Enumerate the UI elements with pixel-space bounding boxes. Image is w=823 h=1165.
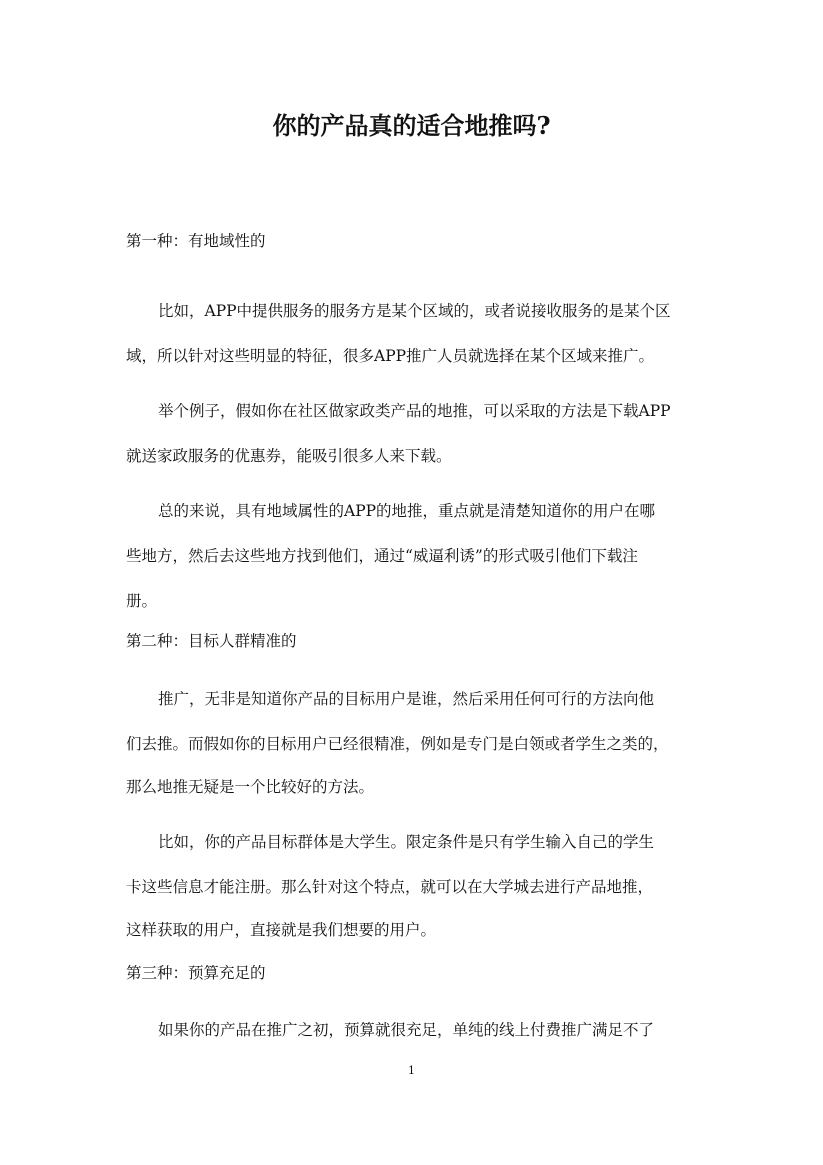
paragraph-line: 那么地推无疑是一个比较好的方法。 <box>126 778 375 796</box>
paragraph-line: 些地方，然后去这些地方找到他们，通过“威逼利诱”的形式吸引他们下载注 <box>126 547 638 565</box>
paragraph-line: 总的来说，具有地域属性的APP的地推，重点就是清楚知道你的用户在哪 <box>158 502 656 520</box>
paragraph-line: 册。 <box>126 592 158 610</box>
paragraph-line: 比如，APP中提供服务的服务方是某个区域的，或者说接收服务的是某个区 <box>158 302 671 320</box>
paragraph-line: 举个例子，假如你在社区做家政类产品的地推，可以采取的方法是下载APP <box>158 402 671 420</box>
paragraph-line: 域，所以针对这些明显的特征，很多APP推广人员就选择在某个区域来推广。 <box>126 347 655 365</box>
paragraph-line: 推广，无非是知道你产品的目标用户是谁，然后采用任何可行的方法向他 <box>158 690 655 708</box>
paragraph-line: 这样获取的用户，直接就是我们想要的用户。 <box>126 921 437 939</box>
section-heading-1: 第一种：有地域性的 <box>126 232 266 250</box>
paragraph-line: 们去推。而假如你的目标用户已经很精准，例如是专门是白领或者学生之类的， <box>126 735 669 753</box>
document-title: 你的产品真的适合地推吗? <box>272 111 551 140</box>
section-heading-3: 第三种：预算充足的 <box>126 964 266 982</box>
section-heading-2: 第二种：目标人群精准的 <box>126 632 297 650</box>
paragraph-line: 就送家政服务的优惠券，能吸引很多人来下载。 <box>126 447 452 465</box>
paragraph-line: 卡这些信息才能注册。那么针对这个特点，就可以在大学城去进行产品地推， <box>126 878 654 896</box>
paragraph-line: 如果你的产品在推广之初，预算就很充足，单纯的线上付费推广满足不了 <box>158 1021 655 1039</box>
paragraph-line: 比如，你的产品目标群体是大学生。限定条件是只有学生输入自己的学生 <box>158 833 655 851</box>
page-number: 1 <box>408 1064 415 1077</box>
